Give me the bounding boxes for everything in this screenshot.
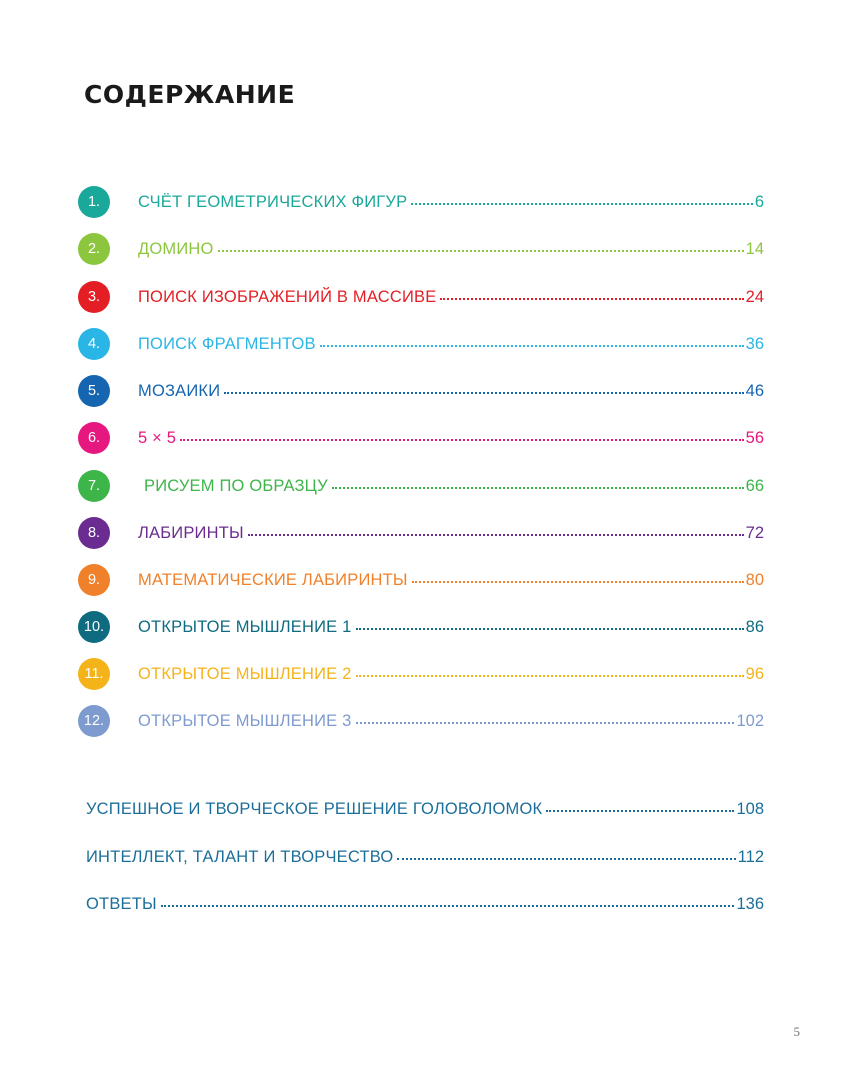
toc-entry-text: [138, 712, 764, 731]
dot-leader: [411, 203, 752, 205]
page-number: 112: [737, 848, 764, 866]
page-number: 14: [745, 239, 764, 258]
page-number: 86: [745, 617, 764, 636]
chapter-title: СЧЁТ ГЕОМЕТРИЧЕСКИХ ФИГУР: [138, 192, 408, 211]
chapter-number-badge: 2.: [78, 233, 110, 265]
dot-leader: [356, 675, 744, 677]
toc-extra-entry-answers[interactable]: [86, 895, 764, 923]
chapter-number-badge: 8.: [78, 517, 110, 549]
chapter-number-badge: 4.: [78, 328, 110, 360]
dot-leader: [320, 345, 744, 347]
page-number: 72: [745, 523, 764, 542]
chapter-title: ОТКРЫТОЕ МЫШЛЕНИЕ 1: [138, 617, 352, 636]
dot-leader: [180, 439, 743, 441]
toc-entry-text: [138, 193, 764, 212]
toc-entry-text: [138, 665, 764, 684]
chapter-title: 5 × 5: [138, 428, 177, 447]
chapter-number-badge: 10.: [78, 611, 110, 643]
dot-leader: [218, 250, 744, 252]
toc-entry-text: [138, 524, 764, 543]
section-title: ИНТЕЛЛЕКТ, ТАЛАНТ И ТВОРЧЕСТВО: [86, 848, 394, 866]
toc-entry-text: [138, 382, 764, 401]
chapter-number-badge: 1.: [78, 186, 110, 218]
toc-entry-10[interactable]: [78, 611, 764, 643]
page-number: 66: [745, 476, 764, 495]
page-number: 46: [745, 381, 764, 400]
dot-leader: [356, 628, 744, 630]
chapter-number-badge: 3.: [78, 281, 110, 313]
toc-entry-text: [138, 240, 764, 259]
chapter-title: ДОМИНО: [138, 239, 214, 258]
dot-leader: [412, 581, 744, 583]
chapter-title: ОТКРЫТОЕ МЫШЛЕНИЕ 2: [138, 664, 352, 683]
chapter-title: ЛАБИРИНТЫ: [138, 523, 244, 542]
toc-extra-entry-intellect[interactable]: [86, 848, 764, 876]
chapter-number-badge: 5.: [78, 375, 110, 407]
chapter-number-badge: 9.: [78, 564, 110, 596]
toc-entry-6[interactable]: [78, 422, 764, 454]
toc-entry-text: [138, 429, 764, 448]
dot-leader: [356, 722, 735, 724]
page-number: 108: [736, 800, 764, 818]
page-number: 56: [745, 428, 764, 447]
chapter-title: РИСУЕМ ПО ОБРАЗЦУ: [144, 476, 328, 495]
chapter-number-badge: 12.: [78, 705, 110, 737]
toc-entry-7[interactable]: [78, 470, 764, 502]
chapter-title: МОЗАИКИ: [138, 381, 221, 400]
section-title: ОТВЕТЫ: [86, 895, 157, 913]
toc-entry-1[interactable]: [78, 186, 764, 218]
chapter-number-badge: 6.: [78, 422, 110, 454]
page-number: 102: [736, 711, 764, 730]
toc-entry-text: [138, 288, 764, 307]
chapter-number-badge: 11.: [78, 658, 110, 690]
page-number: 24: [745, 287, 764, 306]
page-title: СОДЕРЖАНИЕ: [84, 80, 296, 109]
toc-entry-3[interactable]: [78, 281, 764, 313]
page-number: 6: [754, 192, 764, 211]
toc-entry-11[interactable]: [78, 658, 764, 690]
toc-entry-text: [138, 571, 764, 590]
dot-leader: [546, 810, 734, 812]
dot-leader: [397, 858, 735, 860]
chapter-title: ОТКРЫТОЕ МЫШЛЕНИЕ 3: [138, 711, 352, 730]
dot-leader: [161, 905, 735, 907]
page-folio: 5: [793, 1024, 800, 1039]
dot-leader: [248, 534, 744, 536]
page-number: 136: [736, 895, 764, 913]
page-number: 80: [745, 570, 764, 589]
chapter-number-badge: 7.: [78, 470, 110, 502]
page-number: 36: [745, 334, 764, 353]
toc-entry-2[interactable]: [78, 233, 764, 265]
chapter-title: ПОИСК ИЗОБРАЖЕНИЙ В МАССИВЕ: [138, 287, 437, 306]
chapter-title: ПОИСК ФРАГМЕНТОВ: [138, 334, 316, 353]
toc-entry-4[interactable]: [78, 328, 764, 360]
toc-entry-8[interactable]: [78, 517, 764, 549]
toc-extra-entry-solving[interactable]: [86, 800, 764, 828]
dot-leader: [224, 392, 743, 394]
toc-entry-9[interactable]: [78, 564, 764, 596]
dot-leader: [440, 298, 743, 300]
chapter-title: МАТЕМАТИЧЕСКИЕ ЛАБИРИНТЫ: [138, 570, 408, 589]
dot-leader: [332, 487, 744, 489]
toc-entry-5[interactable]: [78, 375, 764, 407]
toc-entry-text: [138, 335, 764, 354]
page-number: 96: [745, 664, 764, 683]
toc-entry-text: [138, 618, 764, 637]
section-title: УСПЕШНОЕ И ТВОРЧЕСКОЕ РЕШЕНИЕ ГОЛОВОЛОМОК: [86, 800, 543, 818]
toc-entry-12[interactable]: [78, 705, 764, 737]
toc-entry-text: [138, 477, 764, 496]
